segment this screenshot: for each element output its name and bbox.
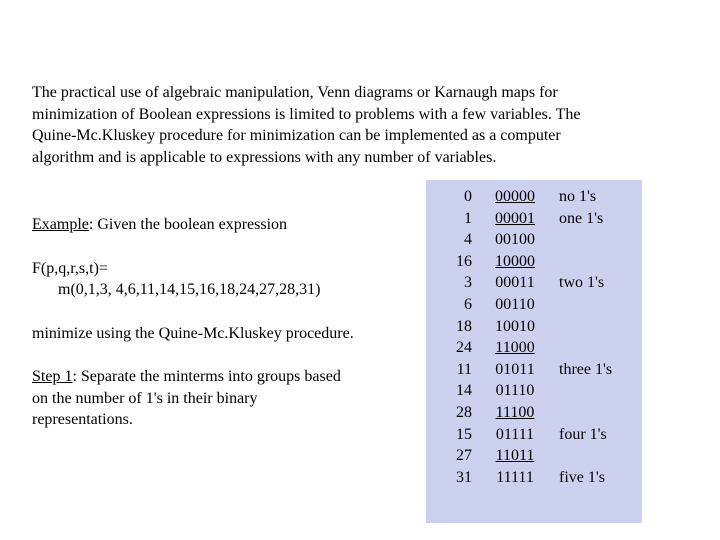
table-row (426, 229, 642, 251)
minterm-number: 15 (456, 425, 472, 443)
table-row (426, 251, 642, 273)
group-label: two 1's (559, 274, 605, 292)
minterm-number: 3 (464, 274, 472, 292)
table-row (426, 467, 642, 489)
group-label: four 1's (559, 425, 607, 443)
minterm-grouping-table (426, 180, 642, 523)
minterm-binary: 11000 (495, 339, 535, 357)
minterm-binary: 01011 (495, 360, 535, 378)
minterm-number: 6 (464, 296, 472, 313)
minterm-binary: 00001 (495, 209, 535, 227)
step1-label: Step 1 (32, 368, 73, 385)
table-row (426, 208, 642, 230)
intro-line: algorithm and is applicable to expressions with any number of variables. (32, 148, 497, 166)
intro-line: The practical use of algebraic manipulation, Venn diagrams or Karnaugh maps for (32, 84, 558, 101)
intro-paragraph (32, 82, 692, 168)
expression-minterms: m(0,1,3, 4,6,11,14,15,16,18,24,27,28,31) (58, 281, 321, 298)
step1-line: representations. (32, 411, 133, 428)
minterm-number: 16 (456, 252, 472, 270)
minterm-binary: 00011 (495, 274, 535, 292)
minterm-binary: 01111 (495, 425, 535, 443)
intro-line: minimization of Boolean expressions is limited to problems with a few variables. The (32, 105, 581, 123)
minterm-binary: 10000 (495, 252, 535, 270)
boolean-expression (32, 258, 412, 301)
table-row (426, 337, 642, 359)
minterm-number: 18 (456, 317, 472, 335)
step1-line: : Separate the minterms into groups based (72, 368, 341, 385)
table-row (426, 316, 642, 338)
minterm-number: 28 (456, 404, 472, 421)
instruction-text: minimize using the Quine-Mc.Kluskey procedure. (32, 324, 354, 342)
step1-line: on the number of 1's in their binary (32, 389, 258, 407)
minterm-number: 0 (464, 188, 472, 205)
table-row (426, 380, 642, 402)
table-row (426, 424, 642, 446)
example-statement (32, 214, 412, 236)
minterm-number: 27 (456, 447, 472, 465)
minterm-number: 31 (456, 468, 472, 486)
example-label: Example (32, 216, 89, 233)
group-label: one 1's (559, 209, 604, 227)
minterm-binary: 00110 (495, 296, 535, 313)
example-text: : Given the boolean expression (88, 216, 288, 233)
group-label: five 1's (559, 468, 605, 486)
minterm-binary: 01110 (495, 382, 535, 400)
group-label: no 1's (559, 188, 597, 205)
minterm-binary: 00000 (495, 188, 535, 205)
minterm-binary: 11111 (496, 468, 534, 486)
minterm-binary: 11100 (495, 404, 535, 421)
example-section (32, 214, 412, 431)
minterm-number: 14 (456, 382, 472, 400)
table-row (426, 402, 642, 424)
table-row (426, 186, 642, 208)
intro-line: Quine-Mc.Kluskey procedure for minimization can be implemented as a computer (32, 127, 561, 144)
table-row (426, 294, 642, 316)
minterm-binary: 10010 (495, 317, 535, 335)
expression-function: F(p,q,r,s,t)= (32, 259, 108, 277)
minterm-binary: 11011 (495, 447, 535, 465)
minterm-number: 11 (456, 360, 472, 378)
table-row (426, 272, 642, 294)
minterm-number: 24 (456, 339, 472, 357)
table-row (426, 359, 642, 381)
minterm-binary: 00100 (495, 231, 535, 249)
table-row (426, 445, 642, 467)
step1-paragraph (32, 366, 412, 431)
minterm-number: 1 (464, 209, 472, 227)
minterm-number: 4 (464, 231, 472, 249)
group-label: three 1's (559, 360, 613, 378)
